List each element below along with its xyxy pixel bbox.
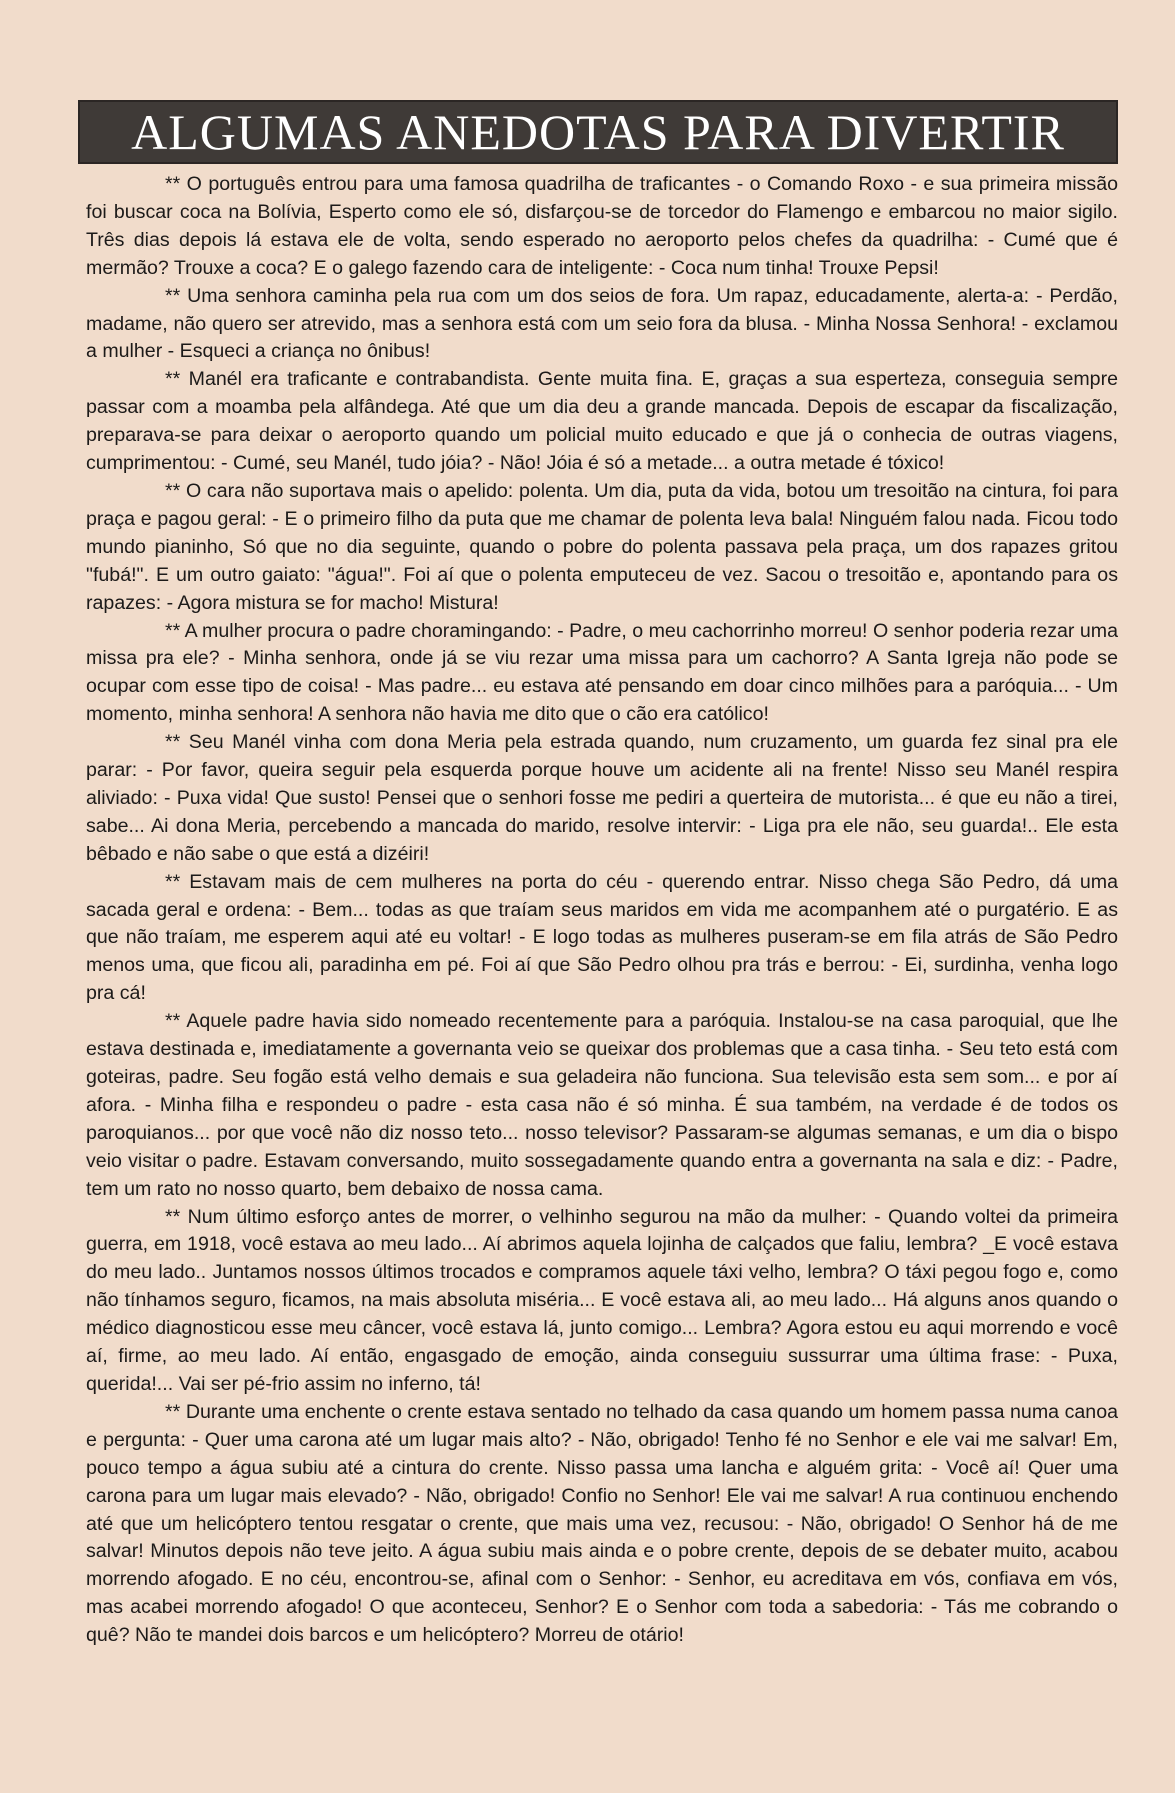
joke-paragraph: ** Durante uma enchente o crente estava sentado no telhado da casa quando um homem passa numa canoa e pergunta: - Quer uma carona até um lugar mais alto? - Não, obrigado! Tenho fé no Senhor e ele vai me salvar! Em, pouco tempo a água subiu até a cintura do crente. Nisso passa uma lancha e alguém grita: - Você aí! Quer uma carona para um lugar mais elevado? - Não, obrigado! Confio no Senhor! Ele vai me salvar! A rua continuou enchendo até que um helicóptero tentou resgatar o crente, que mais uma vez, recusou: - Não, obrigado! O Senhor há de me salvar! Minutos depois não teve jeito. A água subiu mais ainda e o pobre crente, depois de se debater muito, acabou morrendo afogado. E no céu, encontrou-se, afinal com o Senhor: - Senhor, eu acreditava em vós, confiava em vós, mas acabei morrendo afogado! O que aconteceu, Senhor? E o Senhor com toda a sabedoria: - Tás me cobrando o quê? Não te mandei dois barcos e um helicóptero? Morreu de otário! — [86, 1400, 1118, 1647]
joke-paragraph: ** Manél era traficante e contrabandista. Gente muita fina. E, graças a sua esperteza, conseguia sempre passar com a moamba pela alfândega. Até que um dia deu a grande mancada. Depois de escapar da fiscalização, preparava-se para deixar o aeroporto quando um policial muito educado e que já o conhecia de outras viagens, cumprimentou: - Cumé, seu Manél, tudo jóia? - Não! Jóia é só a metade... a outra metade é tóxico! — [86, 368, 1118, 475]
joke-paragraph: ** Aquele padre havia sido nomeado recentemente para a paróquia. Instalou-se na casa paroquial, que lhe estava destinada e, imediatamente a governanta veio se queixar dos problemas que a casa tinha. - Seu teto está com goteiras, padre. Seu fogão está velho demais e sua geladeira não funciona. Sua televisão esta sem som... e por aí afora. - Minha filha e respondeu o padre - esta casa não é só minha. É sua também, na verdade é de todos os paroquianos... por que você não diz nosso teto... nosso televisor? Passaram-se algumas semanas, e um dia o bispo veio visitar o padre. Estavam conversando, muito sossegadamente quando entra a governanta na sala e diz: - Padre, tem um rato no nosso quarto, bem debaixo de nossa cama. — [86, 1010, 1118, 1200]
joke-paragraph: ** Num último esforço antes de morrer, o velhinho segurou na mão da mulher: - Quando voltei da primeira guerra, em 1918, você estava ao meu lado... Aí abrimos aquela lojinha de calçados que faliu, lembra? _E você estava do meu lado.. Juntamos nossos últimos trocados e compramos aquele táxi velho, lembra? O táxi pegou fogo e, como não tínhamos seguro, ficamos, na mais absoluta miséria... E você estava ali, ao meu lado... Há alguns anos quando o médico diagnosticou esse meu câncer, você estava lá, junto comigo... Lembra? Agora estou eu aqui morrendo e você aí, firme, ao meu lado. Aí então, engasgado de emoção, ainda conseguiu sussurrar uma última frase: - Puxa, querida!... Vai ser pé-frio assim no inferno, tá! — [86, 1205, 1118, 1395]
joke-paragraph: ** A mulher procura o padre choramingando: - Padre, o meu cachorrinho morreu! O senhor poderia rezar uma missa pra ele? - Minha senhora, onde já se viu rezar uma missa para um cachorro? A Santa Igreja não pode se ocupar com esse tipo de coisa! - Mas padre... eu estava até pensando em doar cinco milhões para a paróquia... - Um momento, minha senhora! A senhora não havia me dito que o cão era católico! — [86, 619, 1118, 726]
page-title: ALGUMAS ANEDOTAS PARA DIVERTIR — [131, 104, 1065, 160]
joke-paragraph: ** Seu Manél vinha com dona Meria pela estrada quando, num cruzamento, um guarda fez sinal pra ele parar: - Por favor, queira seguir pela esquerda porque houve um acidente ali na frente! Nisso seu Manél respira aliviado: - Puxa vida! Que susto! Pensei que o senhori fosse me pediri a querteira de mutorista... é que eu não a tirei, sabe... Ai dona Meria, percebendo a mancada do marido, resolve intervir: - Liga pra ele não, seu guarda!.. Ele esta bêbado e não sabe o que está a dizéiri! — [86, 731, 1118, 865]
jokes-body — [86, 171, 1118, 1650]
joke-paragraph: ** Uma senhora caminha pela rua com um dos seios de fora. Um rapaz, educadamente, alerta-a: - Perdão, madame, não quero ser atrevido, mas a senhora está com um seio fora da blusa. - Minha Nossa Senhora! - exclamou a mulher - Esqueci a criança no ônibus! — [86, 284, 1118, 363]
title-banner — [78, 100, 1118, 164]
joke-paragraph: ** O cara não suportava mais o apelido: polenta. Um dia, puta da vida, botou um tresoitão na cintura, foi para praça e pagou geral: - E o primeiro filho da puta que me chamar de polenta leva bala! Ninguém falou nada. Ficou todo mundo pianinho, Só que no dia seguinte, quando o pobre do polenta passava pela praça, um dos rapazes gritou "fubá!". E um outro gaiato: "água!". Foi aí que o polenta emputeceu de vez. Sacou o tresoitão e, apontando para os rapazes: - Agora mistura se for macho! Mistura! — [86, 479, 1118, 614]
joke-paragraph: ** Estavam mais de cem mulheres na porta do céu - querendo entrar. Nisso chega São Pedro, dá uma sacada geral e ordena: - Bem... todas as que traíam seus maridos em vida me acompanhem até o purgatério. E as que não traíam, me esperem aqui até eu voltar! - E logo todas as mulheres puseram-se em fila atrás de São Pedro menos uma, que ficou ali, paradinha em pé. Foi aí que São Pedro olhou pra trás e berrou: - Ei, surdinha, venha logo pra cá! — [86, 870, 1118, 1005]
joke-paragraph: ** O português entrou para uma famosa quadrilha de traficantes - o Comando Roxo - e sua primeira missão foi buscar coca na Bolívia, Esperto como ele só, disfarçou-se de torcedor do Flamengo e embarcou no maior sigilo. Três dias depois lá estava ele de volta, sendo esperado no aeroporto pelos chefes da quadrilha: - Cumé que é mermão? Trouxe a coca? E o galego fazendo cara de inteligente: - Coca num tinha! Trouxe Pepsi! — [86, 173, 1118, 279]
